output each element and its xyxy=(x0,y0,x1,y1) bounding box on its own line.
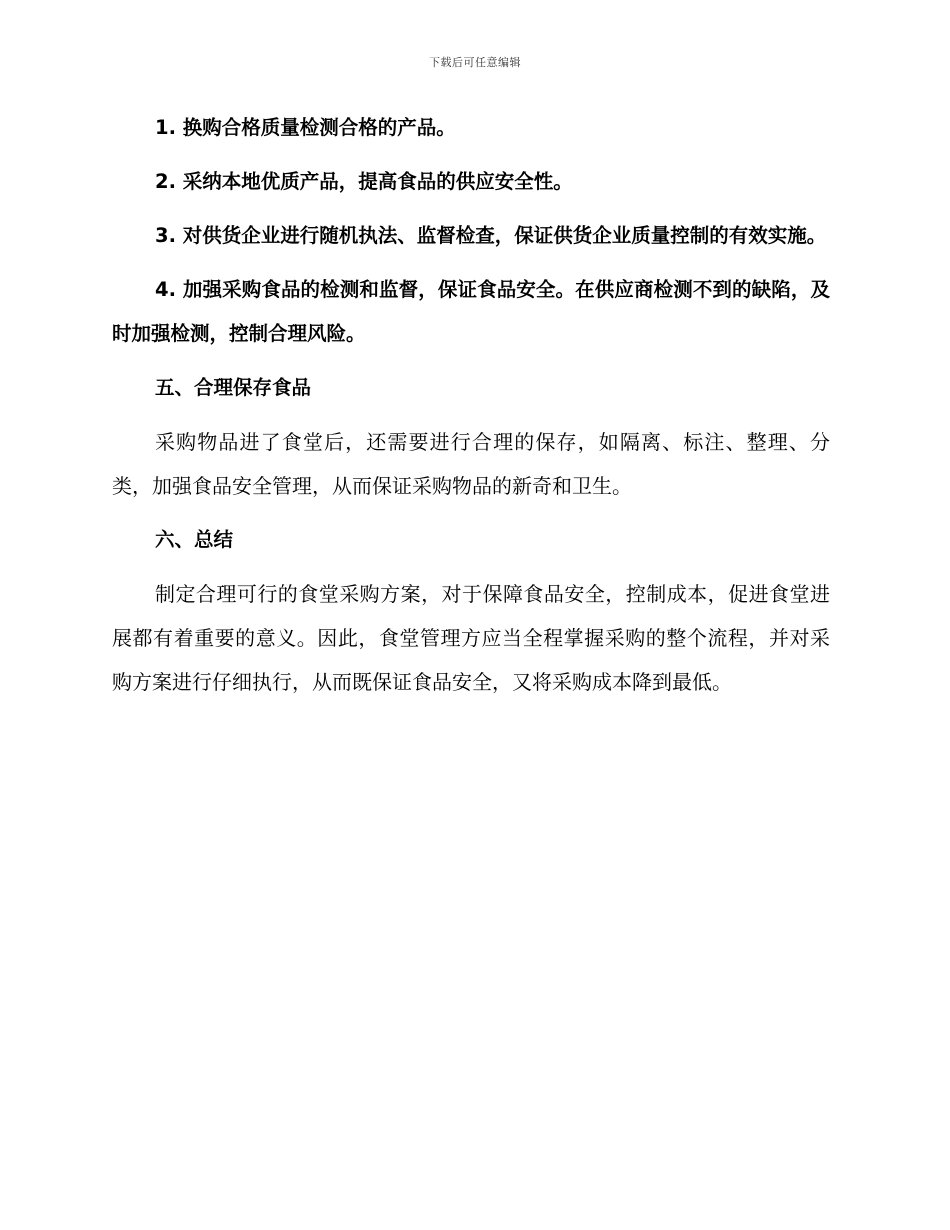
section-heading-5: 五、合理保存食品 xyxy=(155,376,312,399)
list-item-3: 3. 对供货企业进行随机执法、监督检查，保证供货企业质量控制的有效实施。 xyxy=(155,224,827,247)
section-paragraph-6: 制定合理可行的食堂采购方案，对于保障食品安全，控制成本，促进食堂进展都有着重要的意义。因此，食堂管理方应当全程掌握采购的整个流程，并对采购方案进行仔细执行，从而既保证食品安全，又将采购成本降到最低。 xyxy=(112,582,830,694)
section-heading-6: 六、总结 xyxy=(155,528,234,551)
page-header: 下载后可任意编辑 xyxy=(429,56,521,69)
section-paragraph-5: 采购物品进了食堂后，还需要进行合理的保存，如隔离、标注、整理、分类，加强食品安全管理，从而保证采购物品的新奇和卫生。 xyxy=(112,430,830,498)
document-body xyxy=(112,106,830,714)
list-item-2: 2. 采纳本地优质产品，提高食品的供应安全性。 xyxy=(155,170,573,193)
list-item-1: 1. 换购合格质量检测合格的产品。 xyxy=(155,116,456,139)
list-item-4: 4. 加强采购食品的检测和监督，保证食品安全。在供应商检测不到的缺陷，及时加强检测，控制合理风险。 xyxy=(112,278,830,345)
